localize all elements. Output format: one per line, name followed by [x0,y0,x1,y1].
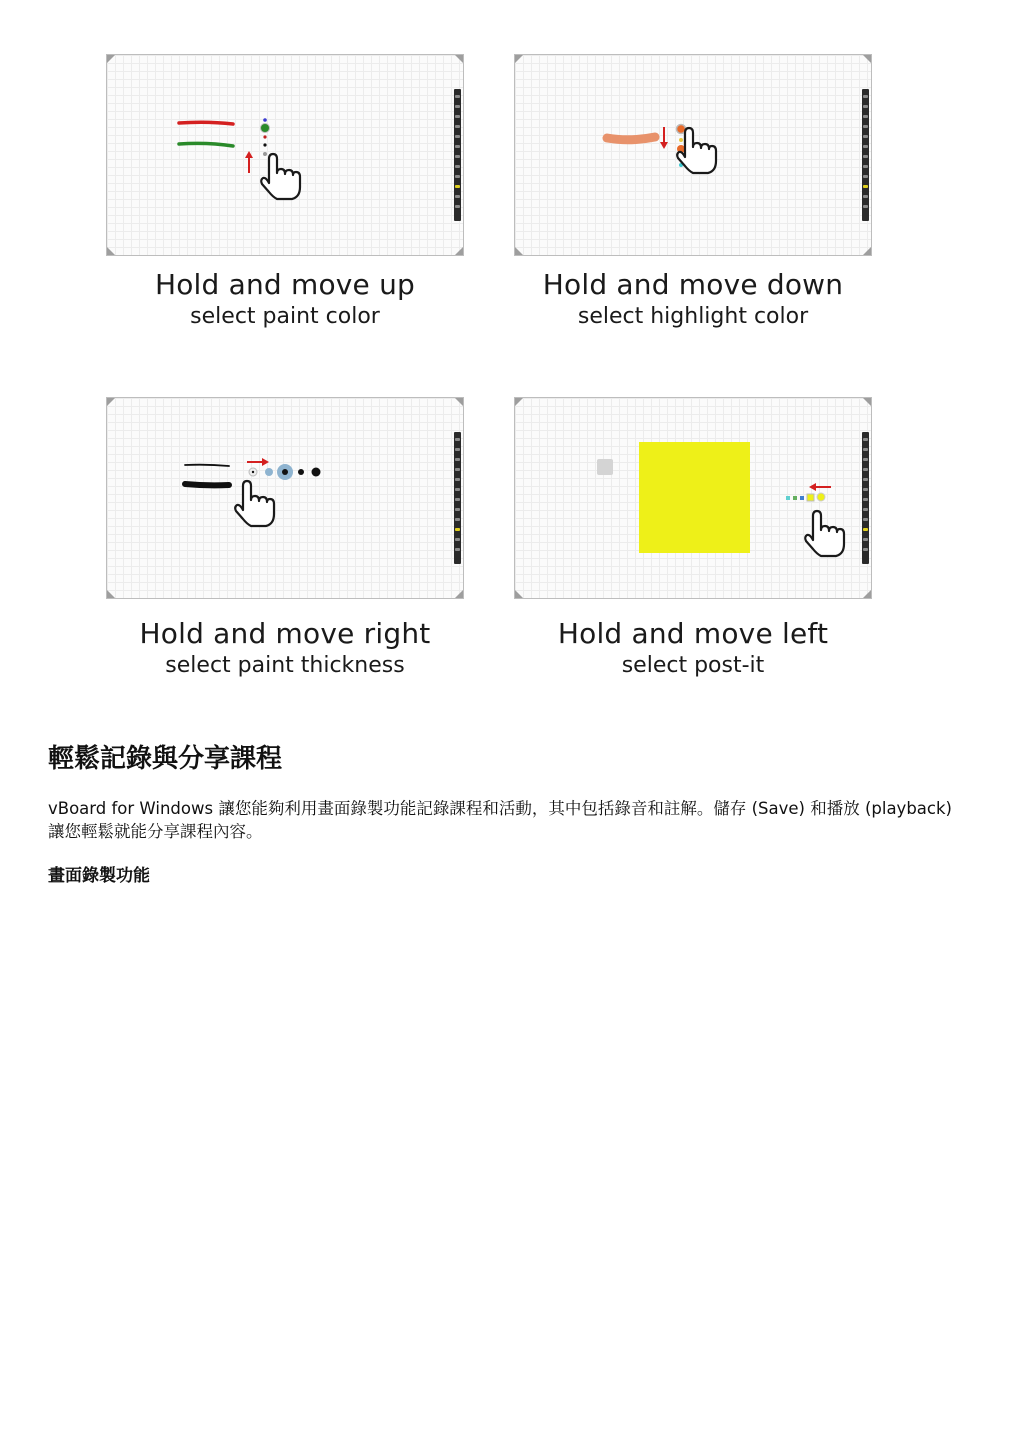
tile-subcaption: select post-it [621,653,765,678]
toolbar [454,89,461,221]
toolbar [862,89,869,221]
tile-caption: Hold and move up [154,268,416,301]
whiteboard-screenshot [106,54,464,256]
tile-subcaption: select highlight color [577,304,809,329]
section-title: 輕鬆記錄與分享課程 [48,744,283,774]
gesture-illustration [107,398,463,598]
tile-caption: Hold and move down [542,268,844,301]
tile-caption: Hold and move right [139,617,431,650]
red-stroke [179,122,233,124]
highlight-stroke [607,137,655,140]
tile-subcaption: select paint thickness [165,653,405,678]
thick-stroke [185,484,229,485]
post-it-note [639,442,750,553]
gesture-illustration [515,398,871,598]
section-body: vBoard for Windows 讓您能夠利用畫面錄製功能記錄課程和活動，其中包括錄音和註解。儲存 (Save) 和播放 (playback) 讓您輕鬆就能分享課程內容。 [48,799,952,841]
gesture-illustration [107,55,463,255]
toolbar [862,432,869,564]
whiteboard-screenshot [514,397,872,599]
hand-pointer-icon [261,154,300,199]
sub-heading: 畫面錄製功能 [48,866,150,886]
gesture-illustration [515,55,871,255]
whiteboard-screenshot [106,397,464,599]
hand-pointer-icon [235,481,274,526]
tile-subcaption: select paint color [190,304,380,329]
tile-caption: Hold and move left [557,617,829,650]
green-stroke [179,143,233,146]
hand-pointer-icon [805,511,844,556]
whiteboard-screenshot [514,54,872,256]
thin-stroke [185,465,229,466]
toolbar [454,432,461,564]
post-it-thumbnail [597,459,613,475]
